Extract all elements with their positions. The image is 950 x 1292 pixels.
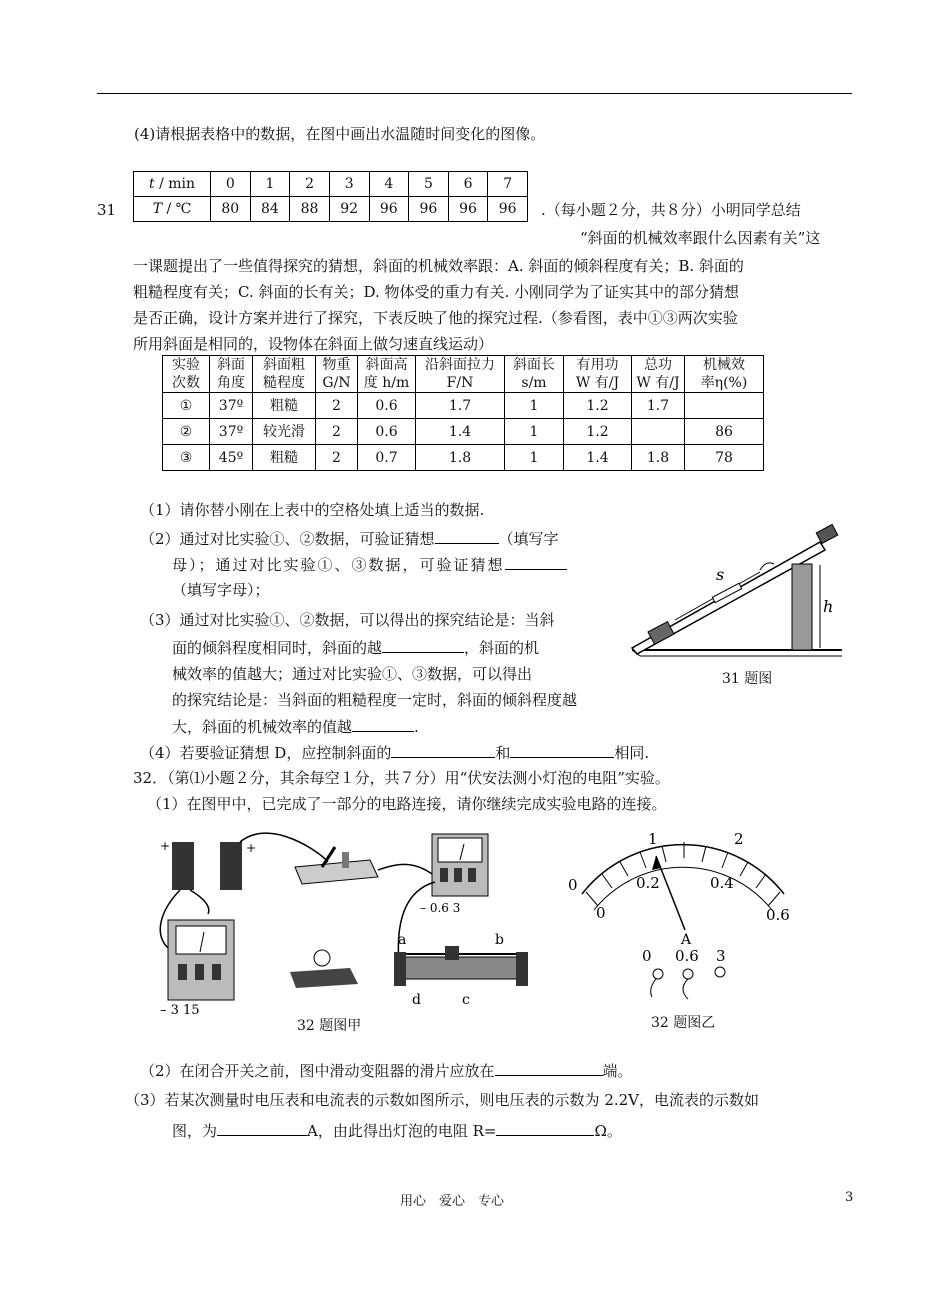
table-cell: 78 xyxy=(685,445,764,471)
svg-text:+: + xyxy=(160,839,171,853)
q31-intro-line4: 粗糙程度有关；C. 斜面的长有关；D. 物体受的重力有关. 小刚同学为了证实其中的部分猜想 xyxy=(133,283,740,301)
table-cell: 2 xyxy=(316,445,358,471)
table-cell: 2 xyxy=(316,419,358,445)
table-cell: ③ xyxy=(163,445,210,471)
table-cell: 1.8 xyxy=(632,445,685,471)
col-header: 实验 次数 xyxy=(163,356,210,393)
incline-table xyxy=(162,355,764,471)
answer-blank[interactable] xyxy=(435,528,499,544)
table-cell: 1.4 xyxy=(564,445,632,471)
table-cell: 1.7 xyxy=(416,393,505,419)
col-header: 总功 W 有/J xyxy=(632,356,685,393)
scale-bottom-06: 0.6 xyxy=(766,906,790,924)
answer-blank[interactable] xyxy=(496,1120,594,1136)
table-cell: 1.2 xyxy=(564,419,632,445)
table-cell: ① xyxy=(163,393,210,419)
temperature-cell: 96 xyxy=(409,197,449,222)
table-cell: 37º xyxy=(210,393,253,419)
table-cell: 45º xyxy=(210,445,253,471)
terminal-0: 0 xyxy=(642,947,652,965)
table-cell xyxy=(632,419,685,445)
q31-p2-line1: （2）通过对比实验①、②数据，可验证猜想 （填写字 xyxy=(140,530,559,548)
q31-p3-line2: 面的倾斜程度相同时，斜面的越 ，斜面的机 xyxy=(172,639,540,657)
table-cell: 较光滑 xyxy=(253,419,316,445)
table-cell: 86 xyxy=(685,419,764,445)
fig31-caption: 31 题图 xyxy=(722,671,773,687)
rheostat-terminal-c: c xyxy=(462,992,470,1008)
ammeter-dial-figure xyxy=(560,822,810,1012)
temperature-table xyxy=(133,171,528,222)
q31-intro-line1: .（每小题２分，共８分）小明同学总结 xyxy=(541,201,801,219)
table-cell: 粗糙 xyxy=(253,393,316,419)
time-cell: 0 xyxy=(211,172,251,197)
time-cell: 1 xyxy=(250,172,290,197)
time-cell: 4 xyxy=(369,172,409,197)
col-header: 斜面 角度 xyxy=(210,356,253,393)
table-cell: 粗糙 xyxy=(253,445,316,471)
scale-bottom-02: 0.2 xyxy=(636,874,660,892)
ammeter-icon xyxy=(432,834,488,896)
fig32b-caption: 32 题图乙 xyxy=(651,1015,716,1031)
table-cell: 37º xyxy=(210,419,253,445)
answer-blank[interactable] xyxy=(510,742,614,758)
fig32a-caption: 32 题图甲 xyxy=(297,1018,362,1034)
slope-label: s xyxy=(716,565,725,584)
time-cell: 3 xyxy=(329,172,369,197)
q31-p1: （1）请你替小刚在上表中的空格处填上适当的数据. xyxy=(140,501,485,519)
answer-blank[interactable] xyxy=(391,742,495,758)
rheostat-terminal-d: d xyxy=(412,992,421,1008)
table-cell: 1 xyxy=(505,445,564,471)
q32-p1: （1）在图甲中，已完成了一部分的电路连接，请你继续完成实验电路的连接。 xyxy=(147,795,667,813)
time-cell: 5 xyxy=(409,172,449,197)
table-cell: 1.2 xyxy=(564,393,632,419)
table-cell: ② xyxy=(163,419,210,445)
table-cell: 1.7 xyxy=(632,393,685,419)
col-header: 斜面粗 糙程度 xyxy=(253,356,316,393)
table-cell: 2 xyxy=(316,393,358,419)
battery-icon xyxy=(160,839,256,890)
terminal-3: 3 xyxy=(716,947,726,965)
table-cell: 1.8 xyxy=(416,445,505,471)
circuit-figure xyxy=(150,822,540,1022)
switch-icon xyxy=(295,847,378,884)
temperature-cell: 92 xyxy=(329,197,369,222)
q31-p2-line3: （填写字母）； xyxy=(172,581,270,599)
answer-blank[interactable] xyxy=(495,1060,603,1076)
table-cell xyxy=(685,393,764,419)
time-cell: 6 xyxy=(448,172,488,197)
q31-p2-line2: 母）；通过对比实验①、③数据，可验证猜想 xyxy=(172,554,567,575)
scale-left-zero: 0 xyxy=(568,876,578,894)
q31-intro-line3: 一课题提出了一些值得探究的猜想，斜面的机械效率跟：A. 斜面的倾斜程度有关；B. 斜面的 xyxy=(133,257,744,275)
answer-blank[interactable] xyxy=(217,1120,307,1136)
rheostat-terminal-b: b xyxy=(495,932,504,948)
table-cell: 0.6 xyxy=(358,419,416,445)
q31-number: 31 xyxy=(97,201,117,219)
q31-p3-line1: （3）通过对比实验①、②数据，可以得出的探究结论是：当斜 xyxy=(140,611,555,629)
col-header: 斜面高 度 h/m xyxy=(358,356,416,393)
answer-blank[interactable] xyxy=(505,554,567,570)
time-cell: 2 xyxy=(290,172,330,197)
svg-text:+: + xyxy=(246,841,257,855)
time-cell: 7 xyxy=(488,172,528,197)
page-number: 3 xyxy=(845,1190,854,1205)
incline-figure xyxy=(620,520,850,670)
q31-intro-line5: 是否正确，设计方案并进行了探究，下表反映了他的探究过程.（参看图，表中①③两次实验 xyxy=(133,309,738,327)
q31-p3-line3: 械效率的值越大；通过对比实验①、③数据，可以得出 xyxy=(172,665,533,683)
footer-motto: 用心 爱心 专心 xyxy=(400,1194,505,1209)
col-header: 沿斜面拉力 F/N xyxy=(416,356,505,393)
col-header: 有用功 W 有/J xyxy=(564,356,632,393)
header-rule xyxy=(97,93,852,94)
q32-p3-line2: 图，为 A，由此得出灯泡的电阻 R= Ω。 xyxy=(172,1122,622,1140)
col-header: 斜面长 s/m xyxy=(505,356,564,393)
table-cell: 0.6 xyxy=(358,393,416,419)
temperature-cell: 88 xyxy=(290,197,330,222)
scale-top-2: 2 xyxy=(734,830,744,848)
temperature-cell: 96 xyxy=(488,197,528,222)
temperature-cell: 96 xyxy=(369,197,409,222)
col-header: 物重 G/N xyxy=(316,356,358,393)
q30-part4: (4)请根据表格中的数据，在图中画出水温随时间变化的图像。 xyxy=(134,125,546,143)
q31-p3-line5: 大，斜面的机械效率的值越 . xyxy=(172,718,419,736)
terminal-06: 0.6 xyxy=(675,947,699,965)
scale-top-1: 1 xyxy=(648,830,658,848)
q31-p4: （4）若要验证猜想 D，应控制斜面的 和 相同. xyxy=(140,744,650,762)
col-header: 机械效 率η(%) xyxy=(685,356,764,393)
temperature-cell: 84 xyxy=(250,197,290,222)
meter-unit: A xyxy=(681,932,692,948)
bulb-icon xyxy=(290,950,358,988)
scale-bottom-0: 0 xyxy=(596,904,606,922)
q31-p3-line4: 的探究结论是：当斜面的粗糙程度一定时，斜面的倾斜程度越 xyxy=(172,691,578,709)
q32-title: 32．（第⑴小题２分，其余每空１分，共７分）用“伏安法测小灯泡的电阻”实验。 xyxy=(133,769,670,787)
q32-p2: （2）在闭合开关之前，图中滑动变阻器的滑片应放在 端。 xyxy=(140,1062,633,1080)
temperature-cell: 80 xyxy=(211,197,251,222)
answer-blank[interactable] xyxy=(352,716,414,732)
q32-p3-line1: （3）若某次测量时电压表和电流表的示数如图所示，则电压表的示数为 2.2V，电流表的示数如 xyxy=(125,1091,760,1109)
time-header: t / min xyxy=(134,172,211,197)
table-cell: 0.7 xyxy=(358,445,416,471)
scale-bottom-04: 0.4 xyxy=(710,874,734,892)
table-cell: 1 xyxy=(505,393,564,419)
table-cell: 1.4 xyxy=(416,419,505,445)
voltmeter-icon xyxy=(168,920,234,1000)
rheostat-icon xyxy=(394,946,528,986)
temperature-cell: 96 xyxy=(448,197,488,222)
q31-intro-line2: “斜面的机械效率跟什么因素有关”这 xyxy=(580,229,821,247)
temperature-header: T / ℃ xyxy=(134,197,211,222)
q31-intro-line6: 所用斜面是相同的，设物体在斜面上做匀速直线运动） xyxy=(133,335,494,353)
height-label: h xyxy=(823,597,834,616)
rheostat-terminal-a: a xyxy=(398,932,407,948)
ammeter-terminal-label: – 0.6 3 xyxy=(420,901,461,915)
table-cell: 1 xyxy=(505,419,564,445)
voltmeter-terminal-label: – 3 15 xyxy=(160,1003,200,1018)
answer-blank[interactable] xyxy=(382,637,464,653)
